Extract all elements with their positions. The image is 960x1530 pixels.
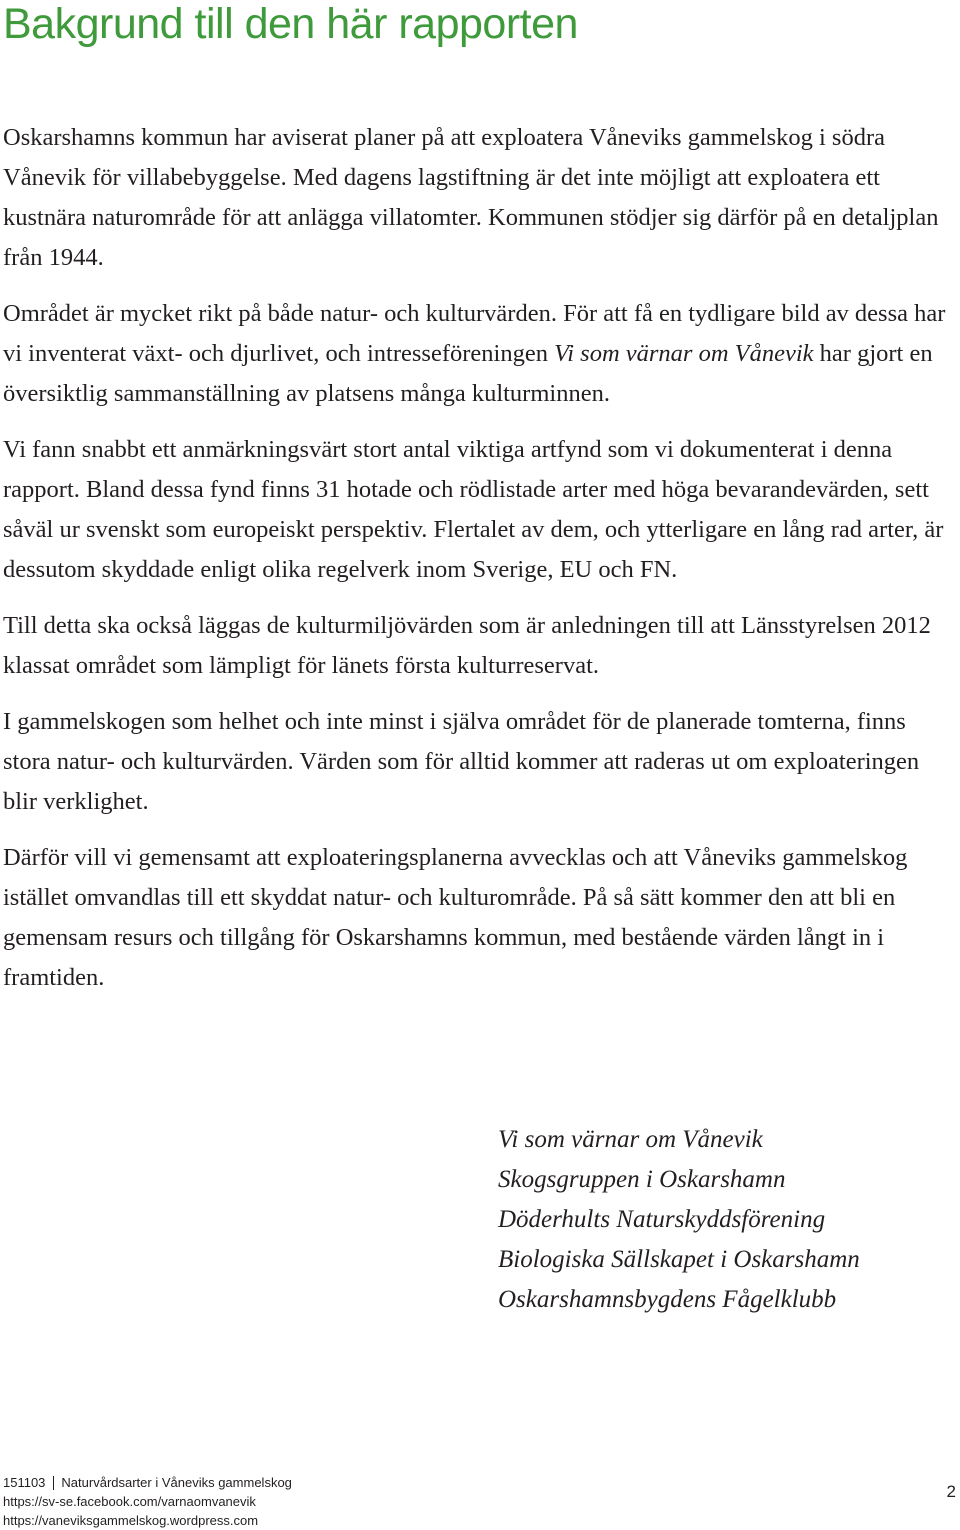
footer-divider [53,1476,54,1490]
paragraph-values [3,294,955,414]
paragraph-threat: I gammelskogen som helhet och inte minst i själva området för de planerade tomterna, finns stora natur- och kulturvärden. Värden som för alltid kommer att raderas ut om exploateringen blir verklighet. [3,708,920,815]
signatory: Biologiska Sällskapet i Oskarshamn [498,1246,860,1273]
paragraph-conclusion: Därför vill vi gemensamt att exploateringsplanerna avvecklas och att Våneviks gammelskog istället omvandlas till ett skyddat natur- och kulturområde. På så sätt kommer den att bli en gemensam resurs och tillgång för Oskarshamns kommun, med bestående värden långt in i framtiden. [3,844,908,991]
page-title: Bakgrund till den här rapporten [3,0,578,48]
signatory-list [498,1120,860,1320]
signatory: Döderhults Naturskyddsförening [498,1206,826,1233]
signatory: Skogsgruppen i Oskarshamn [498,1166,786,1193]
paragraph-values-text-start: Området är mycket rikt på både natur- och kulturvärden. För att få en tydligare bild av dessa har vi inventerat växt- och djurlivet, och intresseföreningen [3,300,946,367]
paragraph-background: Oskarshamns kommun har aviserat planer på att exploatera Våneviks gammelskog i södra Vånevik för villabebyggelse. Med dagens lagstiftning är det inte möjligt att exploatera ett kustnära naturområde för att anlägga villatomter. Kommunen stödjer sig därför på en detaljplan från 1944. [3,124,939,271]
footer-date-code: 151103 [3,1475,46,1490]
paragraph-values-text-end: har gjort en översiktlig sammanställning av platsens många kulturminnen. [3,340,933,407]
page-number: 2 [946,1482,956,1501]
signatory: Vi som värnar om Vånevik [498,1126,763,1153]
page-footer [3,1473,292,1530]
facebook-link[interactable]: https://sv-se.facebook.com/varnaomvanevik [3,1494,256,1509]
organization-name-italic: Vi som värnar om Vånevik [554,340,814,367]
signatory: Oskarshamnsbygdens Fågelklubb [498,1286,837,1313]
paragraph-findings: Vi fann snabbt ett anmärkningsvärt stort antal viktiga artfynd som vi dokumenterat i denna rapport. Bland dessa fynd finns 31 hotade och rödlistade arter med höga bevarandevärden, sett såväl ur svenskt som europeiskt perspektiv. Flertalet av dem, och ytterligare en lång rad arter, är dessutom skyddade enligt olika regelverk inom Sverige, EU och FN. [3,436,944,583]
blog-link[interactable]: https://vaneviksgammelskog.wordpress.com [3,1513,259,1528]
paragraph-cultural: Till detta ska också läggas de kulturmiljövärden som är anledningen till att Länsstyrelsen 2012 klassat området som lämpligt för länets första kulturreservat. [3,612,931,679]
report-body [3,118,955,1014]
footer-report-title: Naturvårdsarter i Våneviks gammelskog [61,1475,292,1490]
footer-meta [3,1473,292,1492]
